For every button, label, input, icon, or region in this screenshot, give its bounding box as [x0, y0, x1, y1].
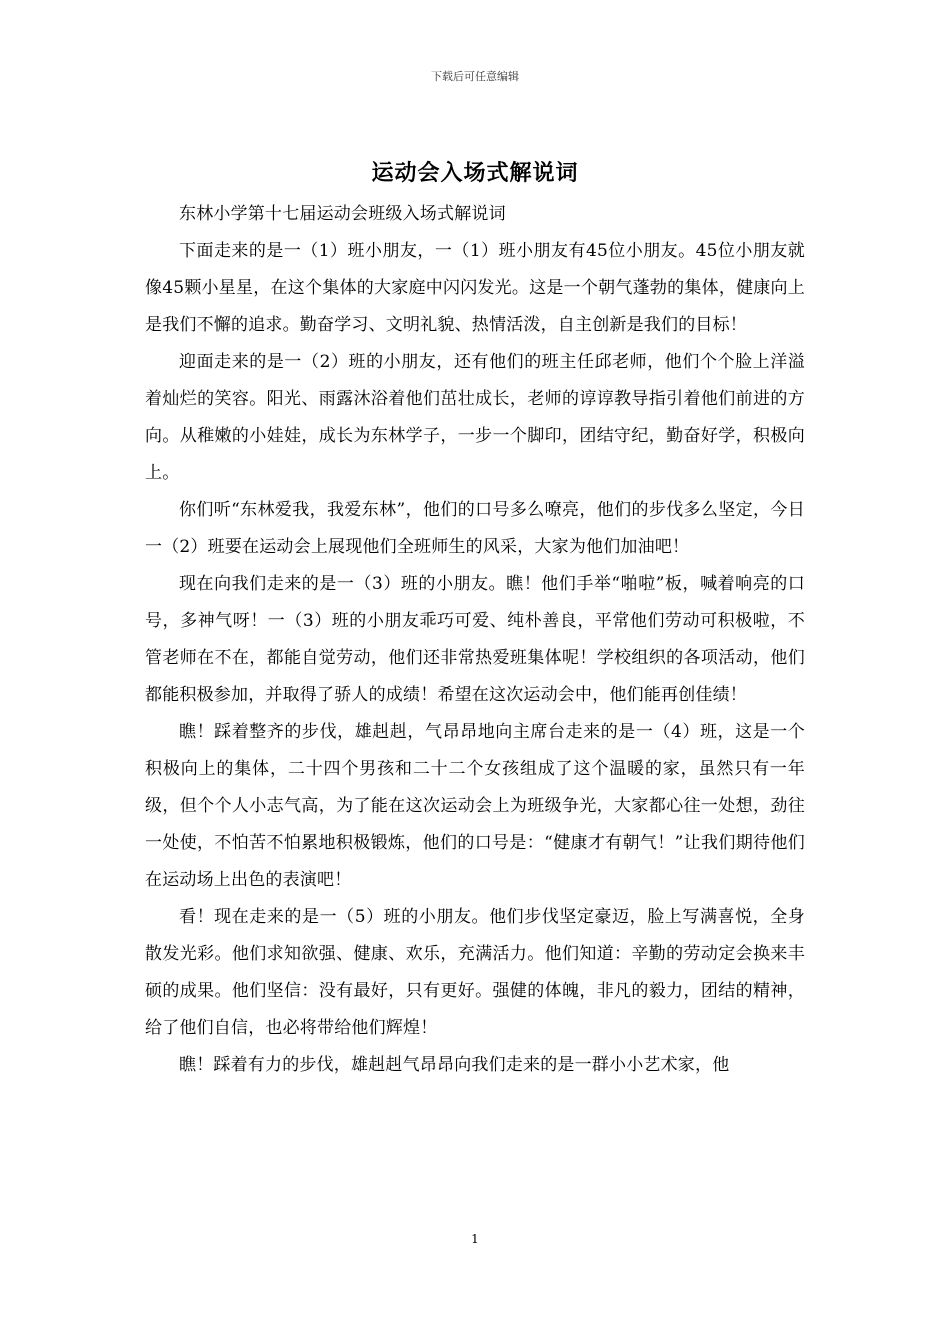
subtitle-paragraph: 东林小学第十七届运动会班级入场式解说词 — [179, 204, 506, 224]
document-title: 运动会入场式解说词 — [371, 160, 579, 186]
paragraph-class-1-4: 瞧！踩着整齐的步伐，雄赳赳，气昂昂地向主席台走来的是一（4）班，这是一个积极向上的集体，二十四个男孩和二十二个女孩组成了这个温暖的家，虽然只有一年级，但个个人小志气高，为了能在这次运动会上为班级争光，大家都心往一处想，劲往一处使，不怕苦不怕累地积极锻炼，他们的口号是：“健康才有朝气！”让我们期待他们在运动场上出色的表演吧！ — [145, 722, 805, 890]
header-note: 下载后可任意编辑 — [431, 70, 519, 83]
paragraph-class-1-1: 下面走来的是一（1）班小朋友，一（1）班小朋友有45位小朋友。45位小朋友就像45颗小星星，在这个集体的大家庭中闪闪发光。这是一个朝气蓬勃的集体，健康向上是我们不懈的追求。勤奋学习、文明礼貌、热情活泼，自主创新是我们的目标！ — [145, 241, 805, 335]
paragraph-continued: 瞧！踩着有力的步伐，雄赳赳气昂昂向我们走来的是一群小小艺术家，他 — [179, 1055, 730, 1075]
paragraph-class-1-3: 现在向我们走来的是一（3）班的小朋友。瞧！他们手举“啪啦”板，喊着响亮的口号，多神气呀！一（3）班的小朋友乖巧可爱、纯朴善良，平常他们劳动可积极啦，不管老师在不在，都能自觉劳动，他们还非常热爱班集体呢！学校组织的各项活动，他们都能积极参加，并取得了骄人的成绩！希望在这次运动会中，他们能再创佳绩！ — [145, 574, 805, 705]
page-number: 1 — [471, 1232, 479, 1246]
document-body — [145, 196, 805, 1084]
paragraph-class-1-2: 迎面走来的是一（2）班的小朋友，还有他们的班主任邱老师，他们个个脸上洋溢着灿烂的笑容。阳光、雨露沐浴着他们茁壮成长，老师的谆谆教导指引着他们前进的方向。从稚嫩的小娃娃，成长为东林学子，一步一个脚印，团结守纪，勤奋好学，积极向上。 — [145, 352, 805, 483]
paragraph-class-1-2-slogan: 你们听“东林爱我，我爱东林”，他们的口号多么嘹亮，他们的步伐多么坚定，今日一（2）班要在运动会上展现他们全班师生的风采，大家为他们加油吧！ — [145, 500, 805, 557]
paragraph-class-1-5: 看！现在走来的是一（5）班的小朋友。他们步伐坚定豪迈，脸上写满喜悦，全身散发光彩。他们求知欲强、健康、欢乐，充满活力。他们知道：辛勤的劳动定会换来丰硕的成果。他们坚信：没有最好，只有更好。强健的体魄，非凡的毅力，团结的精神，给了他们自信，也必将带给他们辉煌！ — [145, 907, 805, 1038]
